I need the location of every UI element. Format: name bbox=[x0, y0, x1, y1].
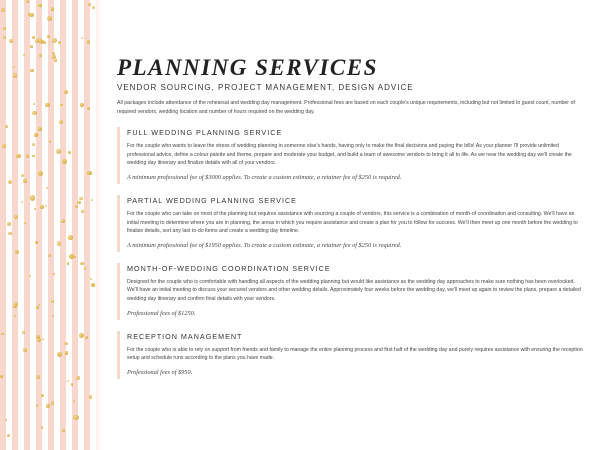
gold-confetti-dot bbox=[32, 111, 37, 116]
gold-confetti-dot bbox=[30, 45, 32, 47]
gold-confetti-dot bbox=[23, 54, 25, 56]
gold-confetti-dot bbox=[52, 38, 57, 43]
service-month-of-coordination bbox=[117, 263, 587, 320]
gold-confetti-dot bbox=[13, 304, 17, 308]
gold-confetti-dot bbox=[38, 127, 42, 131]
gold-confetti-dot bbox=[34, 133, 38, 137]
gold-confetti-dot bbox=[73, 415, 78, 420]
gold-confetti-dot bbox=[91, 283, 95, 287]
gold-confetti-dot bbox=[13, 73, 18, 78]
gold-confetti-dot bbox=[40, 205, 44, 209]
gold-confetti-dot bbox=[87, 107, 90, 110]
gold-confetti-dot bbox=[76, 376, 80, 380]
gold-confetti-dot bbox=[30, 69, 34, 73]
gold-confetti-dot bbox=[51, 401, 54, 404]
gold-confetti-dot bbox=[5, 419, 8, 422]
gold-confetti-dot bbox=[34, 208, 36, 210]
gold-confetti-dot bbox=[36, 335, 40, 339]
gold-confetti-dot bbox=[29, 13, 33, 17]
gold-confetti-dot bbox=[7, 222, 11, 226]
gold-confetti-dot bbox=[54, 59, 57, 62]
gold-confetti-dot bbox=[51, 300, 54, 303]
gold-confetti-dot bbox=[41, 394, 45, 398]
gold-confetti-dot bbox=[75, 205, 78, 208]
gold-confetti-dot bbox=[89, 395, 92, 398]
gold-confetti-dot bbox=[62, 429, 65, 432]
gold-confetti-dot bbox=[57, 352, 62, 357]
gold-confetti-dot bbox=[81, 37, 83, 39]
gold-confetti-dot bbox=[24, 222, 26, 224]
gold-confetti-dot bbox=[44, 41, 47, 44]
service-description: For the couple who can take on most of the planning but requires assistance with sourcing a couple of vendors, this service is a combination of month-of coordination and consulting. We'll have an initial meeting to determine where you are in planning, the areas in which you require assistance and create a plan for you to follow for success. We'll then meet up one month before the wedding to finalize details, sort any last to-do items and create a wedding day timeline. bbox=[127, 210, 578, 235]
service-fee: A minimum professional fee of $3000 applies. To create a custom estimate, a retainer fee of $250 is required. bbox=[127, 173, 402, 181]
gold-confetti-dot bbox=[64, 342, 67, 345]
gold-confetti-dot bbox=[71, 383, 74, 386]
gold-confetti-dot bbox=[23, 179, 27, 183]
intro-paragraph: All packages include attendance of the rehearsal and wedding day management. Professional fees are based on each couple's unique requirements, including but not limited to guest count, number of required vendors, wedding location and number of hours required on the wedding day. bbox=[117, 100, 575, 115]
gold-confetti-dot bbox=[61, 219, 65, 223]
gold-confetti-dot bbox=[51, 7, 54, 10]
gold-confetti-dot bbox=[39, 54, 43, 58]
service-description: Designed for the couple who is comfortable with handling all aspects of the wedding planning but would like assistance as the wedding day approaches to make sure nothing has been overlooked. We'll have an initial meeting to discuss your secured vendors and other wedding details. Approximately four weeks before the wedding day, we'll meet up again to review the plans, prepare a detailed wedding day itinerary and confirm final details with your vendors. bbox=[127, 278, 581, 302]
planning-services-panel bbox=[117, 56, 587, 379]
gold-confetti-dot bbox=[21, 201, 23, 203]
gold-confetti-dot bbox=[52, 315, 54, 317]
gold-confetti-dot bbox=[26, 154, 30, 158]
gold-confetti-dot bbox=[36, 306, 39, 309]
gold-confetti-dot bbox=[56, 149, 61, 154]
service-title: RECEPTION MANAGEMENT bbox=[127, 331, 243, 341]
service-full-planning bbox=[117, 127, 587, 184]
gold-confetti-dot bbox=[77, 201, 80, 204]
gold-confetti-dot bbox=[41, 426, 43, 428]
gold-confetti-dot bbox=[88, 3, 91, 6]
gold-confetti-dot bbox=[67, 380, 69, 382]
gold-confetti-dot bbox=[1, 333, 3, 335]
gold-confetti-dot bbox=[30, 195, 35, 200]
gold-confetti-dot bbox=[48, 254, 51, 257]
service-fee: A minimum professional fee of $1950 applies. To create a custom estimate, a retainer fee of $250 is required. bbox=[127, 241, 402, 249]
gold-confetti-dot bbox=[45, 103, 49, 107]
gold-confetti-dot bbox=[16, 154, 21, 159]
gold-confetti-dot bbox=[32, 36, 35, 39]
gold-confetti-dot bbox=[60, 104, 63, 107]
page-title: PLANNING SERVICES bbox=[117, 55, 378, 80]
gold-confetti-dot bbox=[90, 278, 92, 280]
gold-confetti-dot bbox=[5, 125, 9, 129]
service-description: For the couple who wants to leave the stress of wedding planning in someone else's hands, having only to make the final decisions and paying the bills! As your planner I'll provide unlimited professional advice, define a colour palette and theme, prepare and moderate your budget, and build a team of awesome vendors to bring it all to life. As we near the wedding day we'll create the wedding day itinerary and finalize details with all of your vendors. bbox=[127, 143, 572, 167]
gold-confetti-dot bbox=[47, 16, 52, 21]
gold-confetti-dot bbox=[2, 144, 6, 148]
gold-confetti-dot bbox=[84, 267, 87, 270]
gold-confetti-dot bbox=[29, 275, 31, 277]
service-reception-management bbox=[117, 331, 587, 379]
gold-confetti-dot bbox=[73, 256, 76, 259]
gold-confetti-dot bbox=[57, 241, 62, 246]
gold-confetti-dot bbox=[32, 143, 35, 146]
gold-confetti-dot bbox=[80, 103, 84, 107]
gold-confetti-dot bbox=[1, 8, 5, 12]
gold-confetti-dot bbox=[21, 174, 24, 177]
gold-confetti-dot bbox=[8, 232, 11, 235]
gold-confetti-dot bbox=[38, 171, 43, 176]
gold-confetti-dot bbox=[8, 180, 12, 184]
gold-confetti-dot bbox=[80, 262, 83, 265]
gold-confetti-dot bbox=[47, 35, 50, 38]
decorative-stripe-border bbox=[0, 0, 102, 450]
gold-confetti-dot bbox=[67, 262, 69, 264]
gold-confetti-dot bbox=[23, 348, 26, 351]
gold-confetti-dot bbox=[26, 0, 29, 3]
gold-confetti-dot bbox=[13, 66, 15, 68]
gold-confetti-dot bbox=[46, 404, 50, 408]
gold-confetti-dot bbox=[49, 140, 52, 143]
gold-confetti-dot bbox=[81, 210, 84, 213]
service-title: FULL WEDDING PLANNING SERVICE bbox=[127, 128, 283, 138]
gold-confetti-dot bbox=[87, 40, 91, 44]
gold-confetti-dot bbox=[14, 215, 17, 218]
service-title: MONTH-OF-WEDDING COORDINATION SERVICE bbox=[127, 263, 331, 273]
gold-confetti-dot bbox=[32, 155, 34, 157]
gold-confetti-dot bbox=[3, 27, 6, 30]
gold-confetti-dot bbox=[58, 41, 61, 44]
gold-confetti-dot bbox=[52, 55, 56, 59]
service-fee: Professional fees of $950. bbox=[127, 368, 193, 376]
gold-confetti-dot bbox=[7, 434, 10, 437]
gold-confetti-dot bbox=[22, 331, 25, 334]
gold-confetti-dot bbox=[37, 338, 41, 342]
gold-confetti-dot bbox=[62, 159, 67, 164]
service-title: PARTIAL WEDDING PLANNING SERVICE bbox=[127, 195, 297, 205]
gold-confetti-dot bbox=[64, 90, 68, 94]
gold-confetti-dot bbox=[73, 400, 75, 402]
stripe-fade bbox=[88, 0, 102, 450]
gold-confetti-dot bbox=[3, 36, 6, 39]
gold-confetti-dot bbox=[65, 351, 69, 355]
gold-confetti-dot bbox=[0, 375, 3, 378]
gold-confetti-dot bbox=[59, 120, 63, 124]
gold-confetti-dot bbox=[33, 103, 35, 105]
gold-confetti-dot bbox=[35, 241, 38, 244]
gold-confetti-dot bbox=[45, 205, 47, 207]
service-partial-planning bbox=[117, 195, 587, 252]
gold-confetti-dot bbox=[79, 333, 84, 338]
gold-confetti-dot bbox=[42, 338, 44, 340]
gold-confetti-dot bbox=[36, 404, 39, 407]
gold-confetti-dot bbox=[14, 315, 16, 317]
gold-confetti-dot bbox=[52, 273, 55, 276]
service-description: For the couple who is able to rely on support from friends and family to manage the entire planning process and first half of the wedding day and purely requires assistance with ensuring the reception setup and schedule runs according to the plans you have made. bbox=[127, 346, 583, 362]
gold-confetti-dot bbox=[9, 39, 13, 43]
gold-confetti-dot bbox=[79, 197, 82, 200]
gold-confetti-dot bbox=[38, 4, 42, 8]
page-subtitle: VENDOR SOURCING, PROJECT MANAGEMENT, DESIGN ADVICE bbox=[117, 83, 414, 92]
gold-confetti-dot bbox=[15, 250, 19, 254]
gold-confetti-dot bbox=[68, 151, 71, 154]
gold-confetti-dot bbox=[68, 235, 73, 240]
gold-confetti-dot bbox=[36, 375, 40, 379]
service-fee: Professional fees of $1250. bbox=[127, 309, 196, 317]
gold-confetti-dot bbox=[46, 187, 48, 189]
